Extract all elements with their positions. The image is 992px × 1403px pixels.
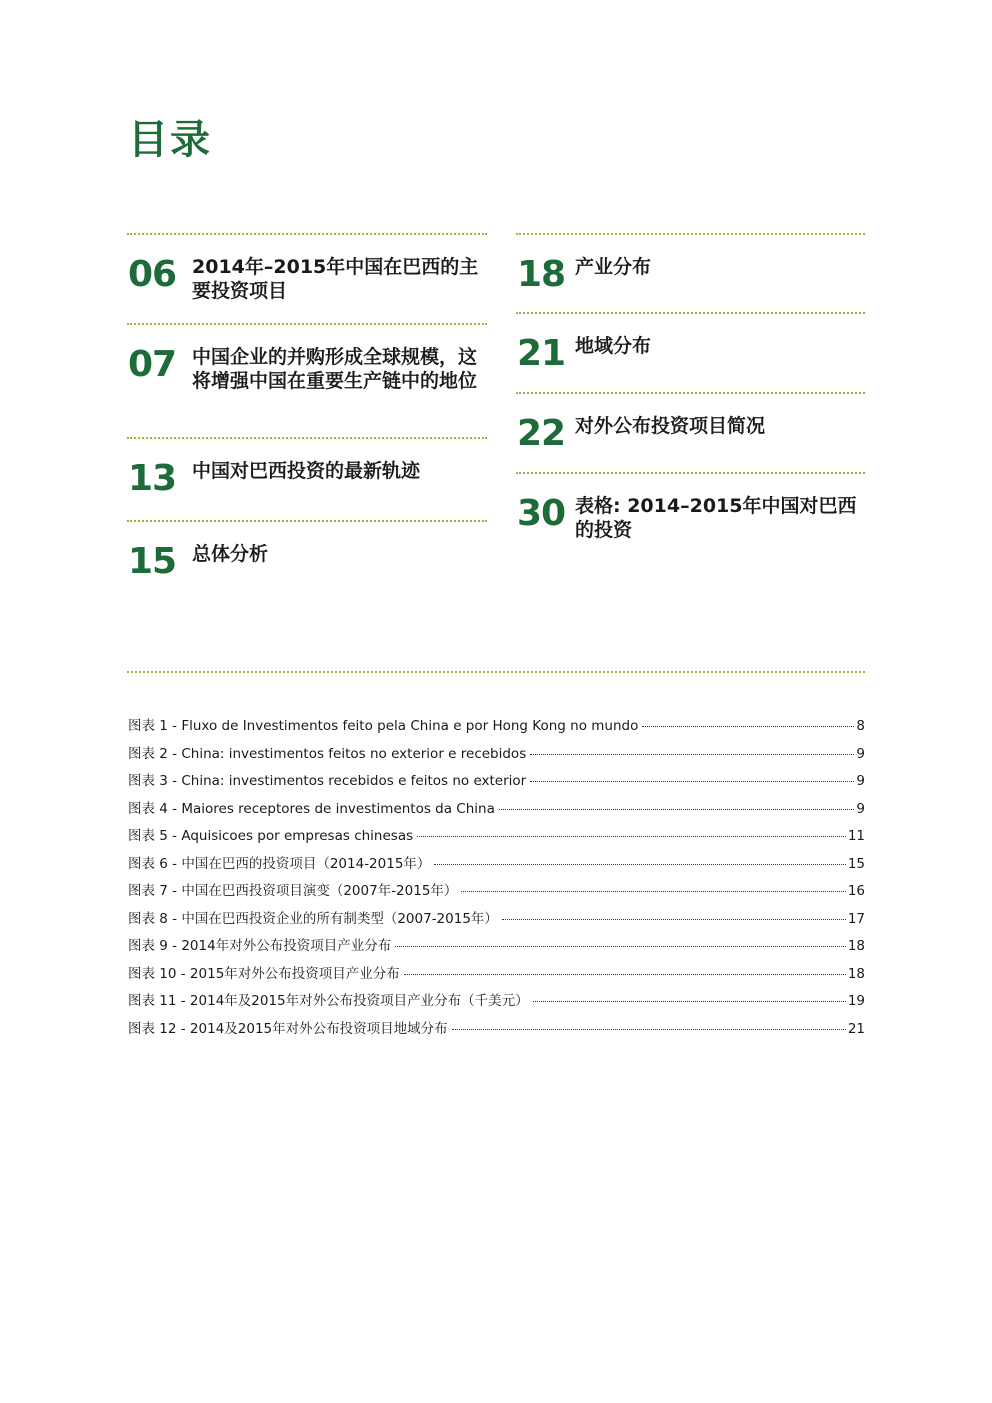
figure-entry[interactable] (128, 714, 865, 742)
figure-entry[interactable] (128, 962, 865, 990)
toc-entry[interactable] (127, 520, 487, 582)
toc-entry-number: 22 (517, 413, 566, 454)
figure-label: 图表 12 - 2014及2015年对外公布投资项目地域分布 (128, 1020, 448, 1037)
dot-leader (395, 946, 846, 947)
figure-entry[interactable] (128, 989, 865, 1017)
figure-entry[interactable] (128, 769, 865, 797)
dot-leader (502, 919, 846, 920)
figure-entry[interactable] (128, 1017, 865, 1045)
figure-page: 9 (856, 745, 865, 762)
toc-entry-number: 06 (128, 254, 177, 295)
figure-entry[interactable] (128, 879, 865, 907)
toc-entry[interactable] (516, 472, 865, 541)
dot-leader (404, 974, 846, 975)
toc-entry-title: 中国对巴西投资的最新轨迹 (192, 460, 421, 482)
toc-entry-number: 15 (128, 541, 177, 582)
toc-entry-title: 表格: 2014–2015年中国对巴西的投资 (575, 495, 857, 541)
figure-list (128, 714, 865, 1044)
figure-entry[interactable] (128, 934, 865, 962)
figure-page: 11 (847, 828, 865, 844)
toc-entry-title: 中国企业的并购形成全球规模，这将增强中国在重要生产链中的地位 (192, 346, 478, 392)
figure-entry[interactable] (128, 824, 865, 852)
toc-entry-title: 产业分布 (575, 256, 652, 278)
dot-leader (642, 726, 854, 727)
figure-label: 图表 1 - Fluxo de Investimentos feito pela China e por Hong Kong no mundo (128, 718, 639, 734)
figure-page: 8 (856, 718, 865, 734)
dot-leader (417, 836, 846, 837)
dot-leader (533, 1001, 846, 1002)
figure-label: 图表 9 - 2014年对外公布投资项目产业分布 (128, 938, 392, 954)
toc-entry-number: 21 (517, 333, 566, 374)
dot-leader (461, 891, 845, 892)
figure-entry[interactable] (128, 742, 865, 770)
dot-leader (499, 809, 855, 810)
toc-entry[interactable] (127, 323, 487, 392)
figure-page: 19 (847, 993, 865, 1009)
figure-label: 图表 3 - China: investimentos recebidos e feitos no exterior (128, 773, 527, 789)
figure-label: 图表 4 - Maiores receptores de investimentos da China (128, 800, 495, 817)
toc-entry[interactable] (516, 392, 865, 454)
page-title: 目录 (128, 117, 212, 163)
toc-entry-number: 07 (128, 344, 177, 385)
toc-entry-number: 30 (517, 493, 566, 534)
toc-entry-title: 2014年–2015年中国在巴西的主要投资项目 (192, 256, 479, 302)
dot-leader (452, 1029, 846, 1030)
toc-entry[interactable] (127, 233, 487, 302)
figure-page: 18 (847, 938, 865, 954)
figure-page: 9 (856, 773, 865, 789)
toc-entry-number: 13 (128, 458, 177, 499)
figure-entry[interactable] (128, 907, 865, 935)
toc-entry-title: 总体分析 (192, 543, 269, 565)
figure-entry[interactable] (128, 797, 865, 825)
section-divider (127, 671, 865, 673)
toc-entry[interactable] (516, 233, 865, 295)
toc-entry[interactable] (516, 312, 865, 374)
dot-leader (530, 781, 854, 782)
figure-label: 图表 5 - Aquisicoes por empresas chinesas (128, 828, 414, 844)
figure-page: 18 (847, 965, 865, 982)
figure-entry[interactable] (128, 852, 865, 880)
toc-entry[interactable] (127, 437, 487, 499)
dot-leader (530, 754, 854, 755)
toc-entry-title: 地域分布 (575, 335, 652, 357)
figure-label: 图表 6 - 中国在巴西的投资项目（2014-2015年） (128, 855, 431, 872)
dot-leader (434, 864, 845, 865)
figure-label: 图表 8 - 中国在巴西投资企业的所有制类型（2007-2015年） (128, 910, 498, 927)
toc-entry-number: 18 (517, 254, 566, 295)
figure-page: 9 (856, 800, 865, 817)
figure-label: 图表 7 - 中国在巴西投资项目演变（2007年-2015年） (128, 883, 458, 899)
figure-page: 21 (847, 1020, 865, 1037)
figure-label: 图表 2 - China: investimentos feitos no exterior e recebidos (128, 745, 527, 762)
figure-label: 图表 11 - 2014年及2015年对外公布投资项目产业分布（千美元） (128, 993, 529, 1009)
figure-page: 17 (847, 910, 865, 927)
figure-page: 16 (847, 883, 865, 899)
toc-entry-title: 对外公布投资项目简况 (575, 415, 766, 437)
figure-label: 图表 10 - 2015年对外公布投资项目产业分布 (128, 965, 400, 982)
figure-page: 15 (847, 855, 865, 872)
